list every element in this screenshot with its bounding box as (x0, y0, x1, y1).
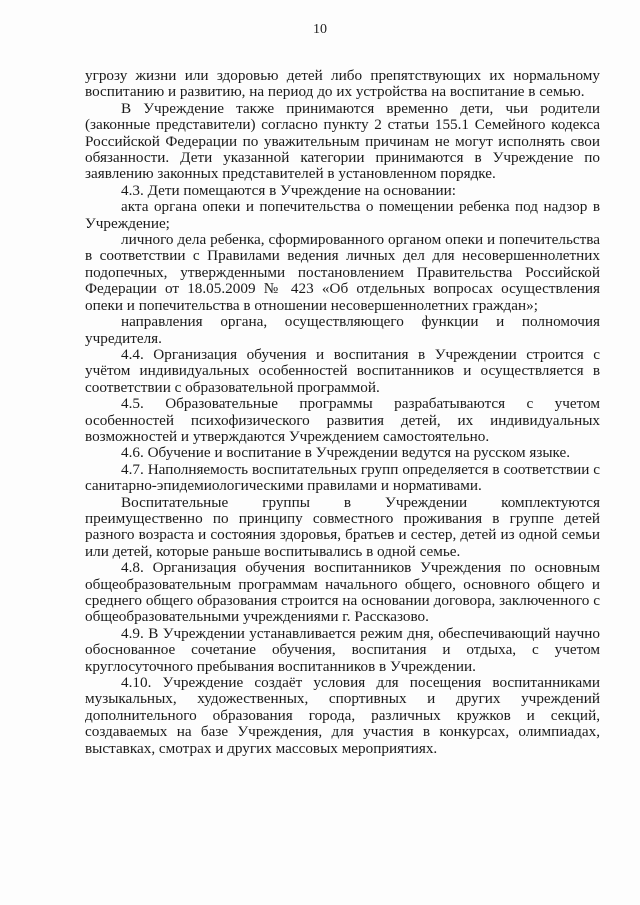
paragraph-6: направления органа, осуществляющего функции и полномочия учредителя. (85, 313, 600, 347)
paragraph-5: личного дела ребенка, сформированного органом опеки и попечительства в соответствии с Правилами ведения личных дел для несовершеннолетних подопечных, утвержденными постановлением Правительства Российской Федерации от 18.05.2009 № 423 «Об отдельных вопросах осуществления опеки и попечительства в отношении несовершеннолетних граждан»; (85, 231, 600, 314)
paragraph-13: 4.9. В Учреждении устанавливается режим дня, обеспечивающий научно обоснованное сочетание обучения, воспитания и отдыха, с учетом круглосуточного пребывания воспитанников в Учреждении. (85, 624, 600, 675)
paragraph-7: 4.4. Организация обучения и воспитания в Учреждении строится с учётом индивидуальных особенностей воспитанников и осуществляется в соответствии с образовательной программой. (85, 345, 600, 396)
page-number: 10 (313, 22, 327, 37)
paragraph-10: 4.7. Наполняемость воспитательных групп определяется в соответствии с санитарно-эпидемиологическими правилами и нормативами. (85, 460, 600, 495)
paragraph-12: 4.8. Организация обучения воспитанников Учреждения по основным общеобразовательным программам начального общего, основного общего и среднего общего образования строится на основании договора, заключенного с общеобразовательными учреждениями г. Рассказово. (85, 559, 600, 626)
paragraph-4: акта органа опеки и попечительства о помещении ребенка под надзор в Учреждение; (85, 198, 600, 232)
paragraph-3: 4.3. Дети помещаются в Учреждение на основании: (121, 181, 457, 199)
paragraph-1: угрозу жизни или здоровью детей либо препятствующих их нормальному воспитанию и развитию, на период до их устройства на воспитание в семью. (85, 67, 600, 101)
paragraph-14: 4.10. Учреждение создаёт условия для посещения воспитанниками музыкальных, художественных, спортивных и других учреждений дополнительного образования города, различных кружков и секций, создаваемых на базе Учреждения, для участия в конкурсах, олимпиадах, выставках, смотрах и других массовых мероприятиях. (85, 674, 600, 757)
paragraph-8: 4.5. Образовательные программы разрабатываются с учетом особенностей психофизического развития детей, их индивидуальных возможностей и утверждаются Учреждением самостоятельно. (85, 395, 600, 445)
paragraph-11: Воспитательные группы в Учреждении комплектуются преимущественно по принципу совместного проживания в группе детей разного возраста и состояния здоровья, братьев и сестер, детей из одной семьи или детей, которые раньше воспитывались в одной семье. (85, 493, 600, 560)
paragraph-9: 4.6. Обучение и воспитание в Учреждении ведутся на русском языке. (121, 444, 571, 462)
paragraph-2: В Учреждение также принимаются временно дети, чьи родители (законные представители) согласно пункту 2 статьи 155.1 Семейного кодекса Российской Федерации по уважительным причинам не могут исполнять свои обязанности. Дети указанной категории принимаются в Учреждение по заявлению законных представителей в установленном порядке. (85, 99, 600, 183)
document-body (85, 68, 600, 757)
